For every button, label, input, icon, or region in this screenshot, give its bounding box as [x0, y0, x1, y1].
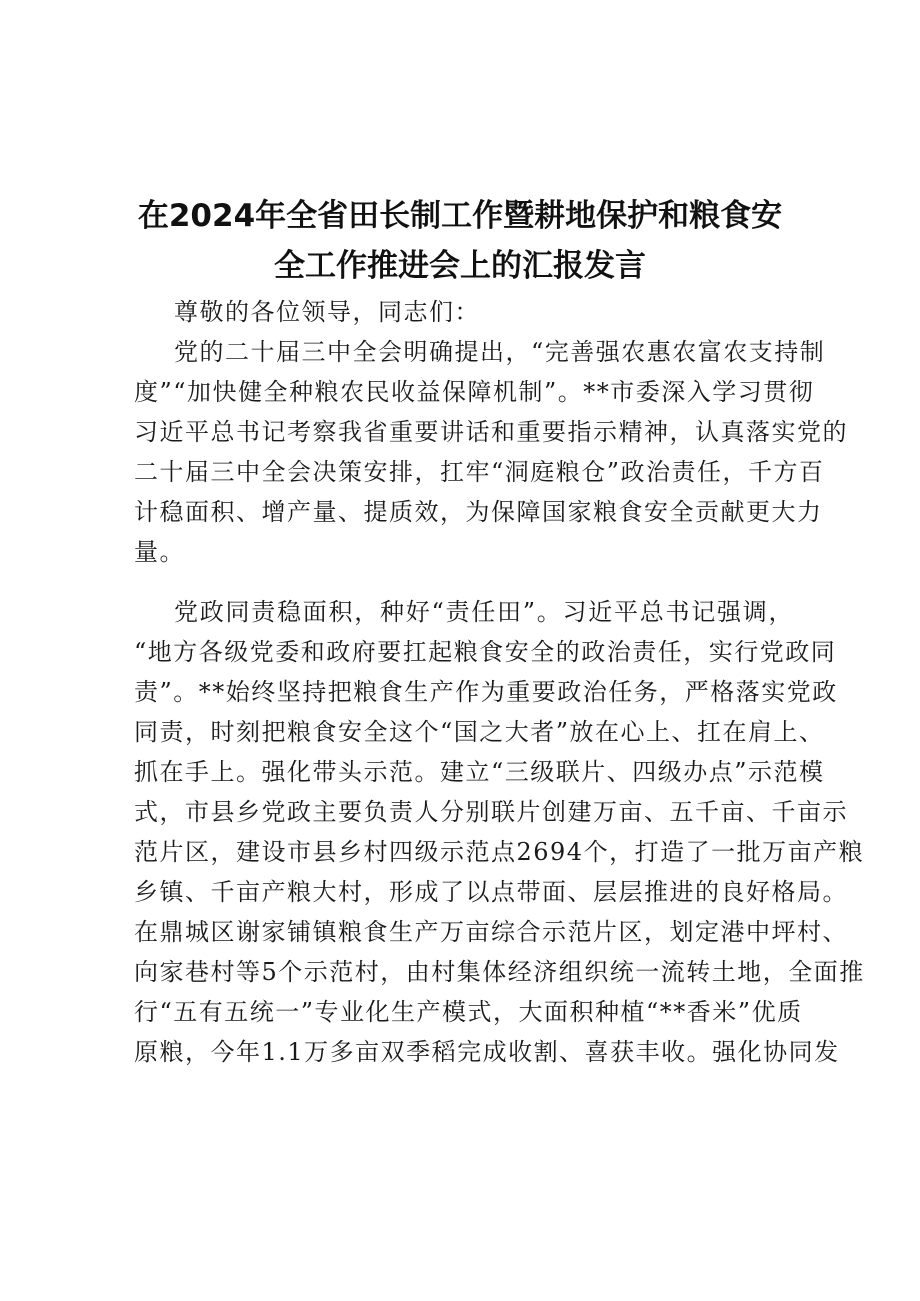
- paragraph-line: 二十届三中全会决策安排，扛牢“洞庭粮仓”政治责任，千方百: [134, 458, 825, 486]
- paragraph-line: 度”“加快健全种粮农民收益保障机制”。**市委深入学习贯彻: [134, 378, 815, 406]
- paragraph-line: 行“五有五统一”专业化生产模式，大面积种植“**香米”优质: [134, 998, 803, 1026]
- paragraph-line: 原粮，今年1.1万多亩双季稻完成收割、喜获丰收。强化协同发: [134, 1038, 840, 1066]
- paragraph-1: [134, 332, 848, 572]
- paragraph-line: 式，市县乡党政主要负责人分别联片创建万亩、五千亩、千亩示: [134, 798, 848, 826]
- paragraph-line: 党的二十届三中全会明确提出，“完善强农惠农富农支持制: [174, 338, 826, 366]
- document-title-line-2: 全工作推进会上的汇报发言: [274, 248, 646, 284]
- paragraph-2: [134, 592, 865, 1072]
- paragraph-line: 计稳面积、增产量、提质效，为保障国家粮食安全贡献更大力: [134, 498, 823, 526]
- salutation: 尊敬的各位领导，同志们：: [174, 298, 480, 326]
- paragraph-line: 习近平总书记考察我省重要讲话和重要指示精神，认真落实党的: [134, 418, 848, 446]
- paragraph-line: 党政同责稳面积，种好“责任田”。习近平总书记强调，: [174, 598, 794, 626]
- paragraph-line: 向家巷村等5个示范村，由村集体经济组织统一流转土地，全面推: [134, 958, 865, 986]
- paragraph-line: 范片区，建设市县乡村四级示范点2694个，打造了一批万亩产粮: [134, 838, 865, 866]
- document-title-line-1: 在2024年全省田长制工作暨耕地保护和粮食安: [137, 198, 783, 234]
- paragraph-line: 乡镇、千亩产粮大村，形成了以点带面、层层推进的良好格局。: [134, 878, 848, 906]
- paragraph-line: 量。: [134, 538, 185, 566]
- paragraph-line: 在鼎城区谢家铺镇粮食生产万亩综合示范片区，划定港中坪村、: [134, 918, 848, 946]
- paragraph-line: “地方各级党委和政府要扛起粮食安全的政治责任，实行党政同: [134, 638, 837, 666]
- paragraph-line: 同责，时刻把粮食安全这个“国之大者”放在心上、扛在肩上、: [134, 718, 825, 746]
- paragraph-line: 责”。**始终坚持把粮食生产作为重要政治任务，严格落实党政: [134, 678, 838, 706]
- paragraph-line: 抓在手上。强化带头示范。建立“三级联片、四级办点”示范模: [134, 758, 825, 786]
- document-body: [134, 292, 865, 1072]
